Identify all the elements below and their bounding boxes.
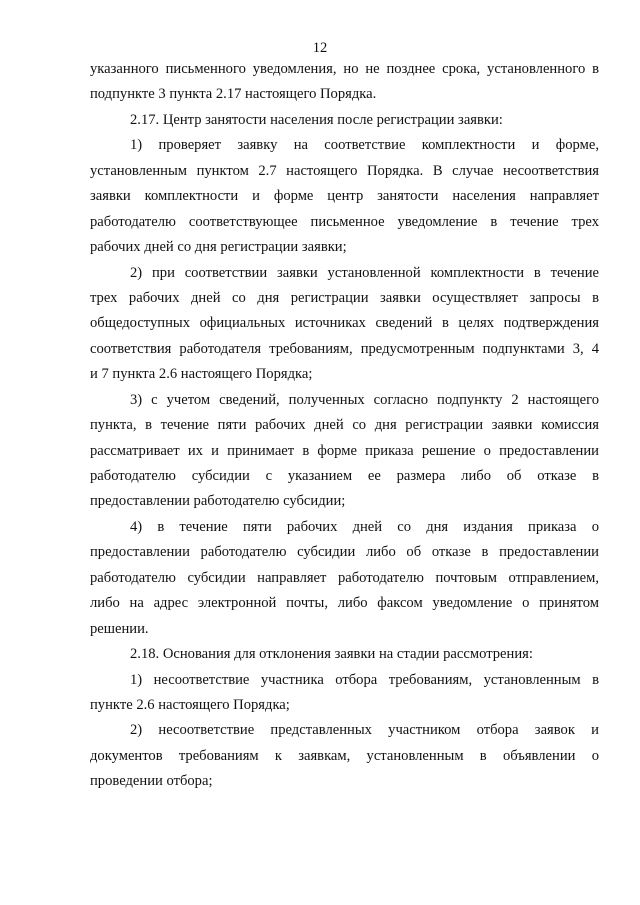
text-line: и 7 пункта 2.6 настоящего Порядка; <box>90 366 313 383</box>
text-line: пункта, в течение пяти рабочих дней со дня регистрации заявки комиссия <box>90 417 599 434</box>
text-line: предоставлении работодателю субсидии; <box>90 493 346 510</box>
text-line: проведении отбора; <box>90 773 213 790</box>
text-line: предоставлении работодателю субсидии либо об отказе в предоставлении <box>90 544 599 561</box>
text-line: 2) при соответствии заявки установленной комплектности в течение <box>130 264 599 281</box>
text-line: 2.18. Основания для отклонения заявки на стадии рассмотрения: <box>130 646 533 663</box>
text-line: пункте 2.6 настоящего Порядка; <box>90 696 290 713</box>
text-line: 4) в течение пяти рабочих дней со дня издания приказа о <box>130 518 599 535</box>
page-number: 12 <box>312 40 328 56</box>
text-line: работодателю соответствующее письменное уведомление в течение трех <box>90 213 599 230</box>
text-line: 1) проверяет заявку на соответствие комплектности и форме, <box>130 137 599 154</box>
text-line: либо на адрес электронной почты, либо факсом уведомление о принятом <box>90 595 599 612</box>
text-line: 2.17. Центр занятости населения после регистрации заявки: <box>130 111 503 128</box>
text-line: решении. <box>90 620 149 637</box>
text-line: подпункте 3 пункта 2.17 настоящего Порядка. <box>90 86 377 103</box>
text-line: общедоступных официальных источниках сведений в целях подтверждения <box>90 315 599 332</box>
text-line: указанного письменного уведомления, но не позднее срока, установленного в <box>90 61 599 77</box>
text-line: документов требованиям к заявкам, установленным в объявлении о <box>90 747 599 764</box>
text-line: рабочих дней со дня регистрации заявки; <box>90 239 347 256</box>
text-line: работодателю субсидии с указанием ее размера либо об отказе в <box>90 468 599 484</box>
text-line: установленным пунктом 2.7 настоящего Порядка. В случае несоответствия <box>90 162 599 179</box>
text-line: 3) с учетом сведений, полученных согласно подпункту 2 настоящего <box>130 391 599 408</box>
text-line: 1) несоответствие участника отбора требованиям, установленным в <box>130 671 599 688</box>
text-line: трех рабочих дней со дня регистрации заявки осуществляет запросы в <box>90 289 599 306</box>
document-body <box>90 57 599 795</box>
text-line: рассматривает их и принимает в форме приказа решение о предоставлении <box>90 442 599 459</box>
text-line: заявки комплектности и форме центр занятости населения направляет <box>90 188 599 205</box>
text-line: соответствия работодателя требованиям, предусмотренным подпунктами 3, 4 <box>90 340 599 357</box>
text-line: работодателю субсидии направляет работодателю почтовым отправлением, <box>90 569 599 586</box>
text-line: 2) несоответствие представленных участником отбора заявок и <box>130 722 599 739</box>
